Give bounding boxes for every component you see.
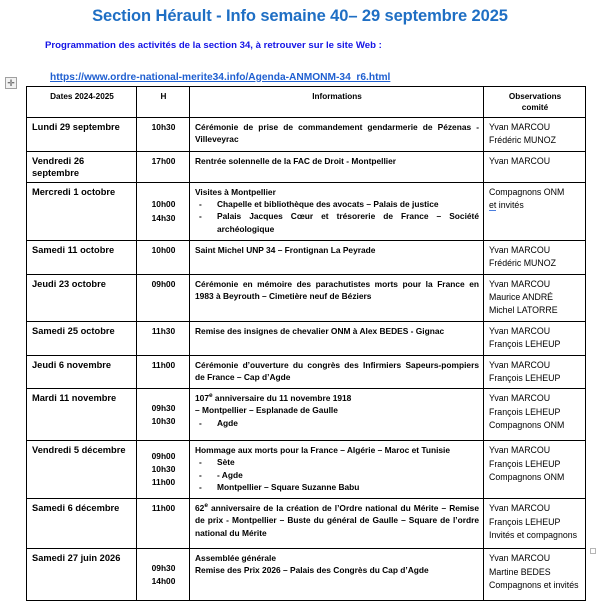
observation-line: Michel LATORRE [489,305,558,316]
column-header-observations-line1: Observations [508,92,562,101]
bullet-dash-icon: - [199,211,202,222]
info-line: – Montpellier – Esplanade de Gaulle [195,405,338,416]
info-line: Remise des Prix 2026 – Palais des Congrès du Cap d’Agde [195,565,429,576]
cell-observations [484,151,586,182]
info-line: - Montpellier – Square Suzanne Babu [199,481,360,492]
url-container [0,52,600,85]
observation-line: François LEHEUP [489,516,561,527]
cell-informations [190,274,484,321]
cell-hour [137,151,190,182]
cell-date: Lundi 29 septembre [27,118,137,152]
table-header-row [27,87,586,118]
table-row [27,549,586,601]
observation-line: Yvan MARCOU [489,155,551,166]
column-header-observations [484,87,586,118]
page-title: Section Hérault - Info semaine 40– 29 septembre 2025 [92,7,508,25]
observation-line: Yvan MARCOU [489,445,551,456]
observation-line: Yvan MARCOU [489,278,551,289]
cell-hour [137,389,190,441]
hour-value: 10h30 [151,464,176,475]
subtitle-text: Programmation des activités de la section 34, à retrouver sur le site Web : [45,40,382,52]
info-line: Cérémonie d’ouverture du congrès des Infirmiers Sapeurs-pompiers de France – Cap d’Agde [195,359,479,382]
cell-hour [137,183,190,241]
bullet-dash-icon: - [199,457,202,468]
cell-hour [137,441,190,499]
info-line: Saint Michel UNP 34 – Frontignan La Peyrade [195,245,376,255]
hour-value: 09h00 [151,278,176,289]
cell-observations [484,274,586,321]
cell-hour [137,355,190,389]
column-header-hour: H [137,87,190,118]
table-row [27,183,586,241]
observation-line: Yvan MARCOU [489,553,551,564]
observation-line: Invités et compagnons [489,529,578,540]
info-line: - Palais Jacques Cœur et trésorerie de France – Société archéologique [199,211,479,234]
cell-hour [137,549,190,601]
observation-line: Maurice ANDRÉ [489,292,554,303]
observation-line: François LEHEUP [489,458,561,469]
bullet-dash-icon: - [199,199,202,210]
cell-date: Jeudi 23 octobre [27,274,137,321]
info-line: Remise des insignes de chevalier ONM à Alex BEDES - Gignac [195,325,445,336]
info-line: Rentrée solennelle de la FAC de Droit - Montpellier [195,155,397,166]
info-line: Hommage aux morts pour la France – Algérie – Maroc et Tunisie [195,445,451,456]
cell-date: Mercredi 1 octobre [27,183,137,241]
table-row [27,441,586,499]
cell-date: Samedi 6 décembre [27,499,137,549]
table-row [27,355,586,389]
cell-informations [190,241,484,275]
cell-informations [190,183,484,241]
hour-value: 11h00 [151,477,176,488]
observation-line: Frédéric MUNOZ [489,258,556,269]
observation-line: et invités [489,200,524,211]
hour-value: 10h00 [151,245,176,255]
info-line: - Sète [199,457,235,468]
hour-value: 17h00 [151,155,176,166]
cell-informations [190,499,484,549]
hour-value: 10h30 [151,122,176,133]
observation-line: Yvan MARCOU [489,393,551,404]
info-line: Cérémonie de prise de commandement gendarmerie de Pézenas - Villeveyrac [195,122,479,145]
cell-date: Jeudi 6 novembre [27,355,137,389]
page-corner-mark [590,548,596,554]
cell-date: Vendredi 5 décembre [27,441,137,499]
cell-informations [190,549,484,601]
observation-line: Compagnons ONM [489,471,565,482]
hour-value: 10h00 [151,199,176,210]
observation-line: François LEHEUP [489,339,561,350]
cell-observations [484,441,586,499]
cell-observations [484,118,586,152]
table-row [27,151,586,182]
cell-observations [484,549,586,601]
cell-informations [190,441,484,499]
cell-hour [137,321,190,355]
cell-observations [484,241,586,275]
info-line: - Chapelle et bibliothèque des avocats – Palais de justice [199,199,439,210]
observation-line: François LEHEUP [489,406,561,417]
info-line: Visites à Montpellier [195,187,276,197]
table-row [27,389,586,441]
column-header-informations: Informations [190,87,484,118]
info-line: 62e anniversaire de la création de l’Ordre national du Mérite – Remise de prix - Montpellier – Buste du général de Gaulle – Square de l’ordre national du Mérite [195,502,479,538]
observation-line: Compagnons ONM [489,419,565,430]
table-row [27,321,586,355]
observation-line: Frédéric MUNOZ [489,135,556,146]
cell-informations [190,389,484,441]
cell-informations [190,321,484,355]
table-move-handle-icon[interactable]: ✛ [5,77,17,89]
cell-informations [190,151,484,182]
table-row [27,499,586,549]
agenda-table-body [27,118,586,601]
observation-line: Compagnons et invités [489,579,579,590]
observation-line: François LEHEUP [489,372,561,383]
cell-observations [484,499,586,549]
ordinal-suffix: e [204,502,208,510]
info-line: Cérémonie en mémoire des parachutistes morts pour la France en 1983 à Beyrouth – Cimetière neuf de Béziers [195,278,479,301]
hour-value: 11h30 [151,325,176,336]
agenda-table-container [26,86,585,601]
cell-hour [137,499,190,549]
info-line: 107e anniversaire du 11 novembre 1918 [195,392,352,404]
agenda-url-link[interactable]: https://www.ordre-national-merite34.info/Agenda-ANMONM-34_r6.html [50,71,391,83]
table-row [27,274,586,321]
cell-observations [484,355,586,389]
column-header-dates: Dates 2024-2025 [27,87,137,118]
hour-value: 11h00 [151,359,176,370]
bullet-dash-icon: - [199,417,202,428]
column-header-observations-line2: comité [521,103,549,113]
info-line: - - Agde [199,469,243,480]
cell-date: Mardi 11 novembre [27,389,137,441]
table-row [27,241,586,275]
bullet-dash-icon: - [199,469,202,480]
cell-informations [190,355,484,389]
cell-observations [484,321,586,355]
info-line: - Agde [199,417,238,428]
ordinal-suffix: e [208,392,213,400]
hour-value: 10h30 [151,415,176,426]
cell-observations [484,183,586,241]
observation-line: Yvan MARCOU [489,503,551,514]
cell-hour [137,274,190,321]
cell-date: Samedi 11 octobre [27,241,137,275]
hour-value: 09h30 [151,402,176,413]
bullet-dash-icon: - [199,481,202,492]
cell-observations [484,389,586,441]
observation-line: Yvan MARCOU [489,122,551,133]
agenda-table [26,86,586,601]
observation-line: Yvan MARCOU [489,359,551,370]
hour-value: 09h00 [151,451,176,462]
observation-line: Martine BEDES [489,566,551,577]
hour-value: 11h00 [151,503,176,514]
hour-value: 09h30 [151,562,176,573]
info-line: Assemblée générale [195,553,277,564]
observation-line: Yvan MARCOU [489,245,551,255]
spellcheck-underlined-word: et [489,200,497,211]
cell-hour [137,241,190,275]
table-row [27,118,586,152]
hour-value: 14h30 [151,212,176,223]
observation-line: Yvan MARCOU [489,325,551,336]
cell-informations [190,118,484,152]
cell-date: Samedi 27 juin 2026 [27,549,137,601]
hour-value: 14h00 [151,575,176,586]
cell-date: Samedi 25 octobre [27,321,137,355]
cell-hour [137,118,190,152]
cell-date: Vendredi 26 septembre [27,151,137,182]
observation-line: Compagnons ONM [489,187,565,197]
